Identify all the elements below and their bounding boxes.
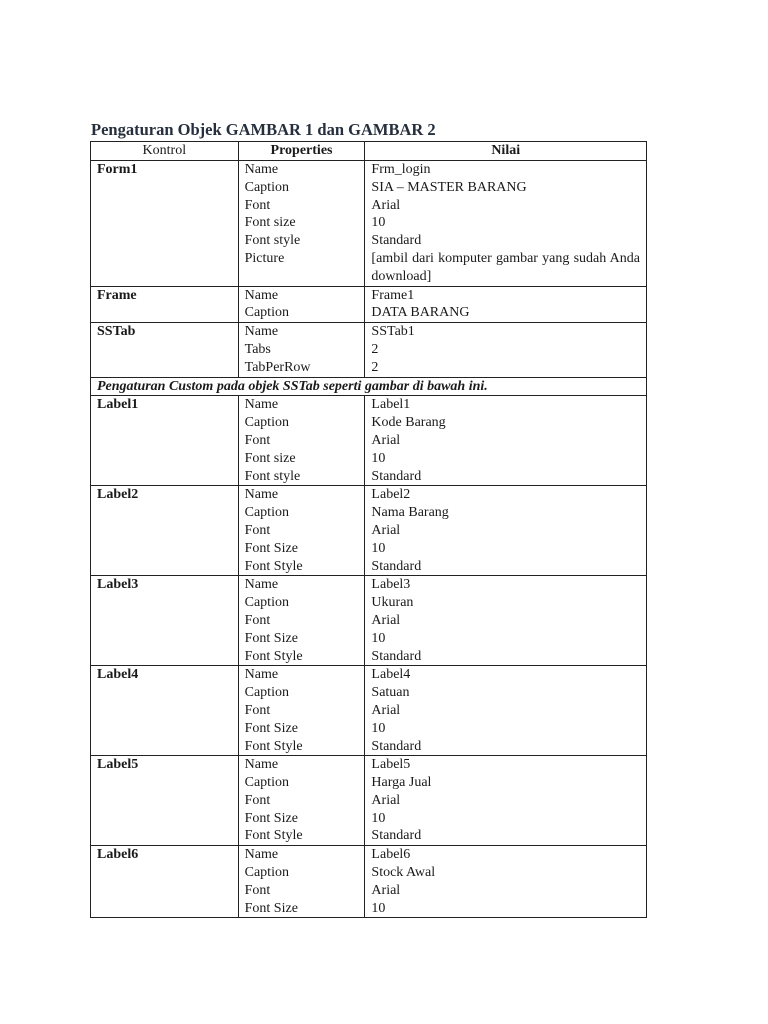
values-cell [365,396,647,486]
properties-cell [238,396,365,486]
property-value: Standard [371,558,422,574]
property-value: Standard [371,233,422,249]
control-name: SSTab [91,323,239,377]
control-name: Label3 [91,576,239,666]
properties-cell [238,576,365,666]
property-name: Font [244,882,271,898]
table-body [91,161,647,918]
control-name: Frame [91,286,239,323]
property-value: Ukuran [371,595,414,611]
control-name: Label5 [91,756,239,846]
page-title: Pengaturan Objek GAMBAR 1 dan GAMBAR 2 [91,120,436,139]
properties-cell [238,666,365,756]
table-row [91,161,647,287]
property-value: Standard [371,828,422,844]
property-value: Arial [371,432,401,448]
table-header-row [91,142,647,161]
property-value: Label3 [371,577,411,593]
control-name: Label1 [91,396,239,486]
property-value: Arial [371,197,401,213]
table-row [91,486,647,576]
table-row [91,323,647,377]
property-value: Label5 [371,757,411,773]
values-cell [365,286,647,323]
property-name: Font [244,702,271,718]
property-name: Font style [244,233,301,249]
header-kontrol: Kontrol [91,142,239,161]
table-row [91,286,647,323]
property-value: Standard [371,468,422,484]
property-name: Name [244,287,279,303]
property-name: Name [244,162,279,177]
property-name: Font Size [244,630,298,646]
property-name: Font style [244,468,301,484]
property-value: Harga Jual [371,775,432,791]
property-name: Name [244,667,279,683]
property-value: Arial [371,522,401,538]
property-value: 10 [371,630,386,646]
table-row [91,576,647,666]
property-name: Name [244,487,279,503]
property-name: Name [244,847,279,863]
property-value: Kode Barang [371,415,446,431]
property-name: Picture [244,250,285,266]
properties-cell [238,486,365,576]
property-value: SIA – MASTER BARANG [371,179,527,195]
values-cell [365,846,647,918]
properties-cell [238,161,365,287]
property-name: Font size [244,215,296,231]
property-value: Arial [371,702,401,718]
property-name: Caption [244,685,289,701]
properties-cell [238,846,365,918]
property-value: 10 [371,450,386,466]
property-name: Font [244,197,271,213]
property-name: Name [244,577,279,593]
property-name: Caption [244,179,289,195]
values-cell [365,576,647,666]
property-name: Font Size [244,810,298,826]
property-value: Label2 [371,487,411,503]
property-value: Satuan [371,685,410,701]
property-name: Caption [244,595,289,611]
control-name: Label4 [91,666,239,756]
property-name: Font [244,792,271,808]
property-name: Font Size [244,900,298,916]
property-name: Font Style [244,558,303,574]
property-value: 10 [371,720,386,736]
property-value: Frame1 [371,287,415,303]
property-value: 10 [371,810,386,826]
property-value: [ambil dari komputer gambar yang sudah Anda download] [371,250,640,284]
property-value: Nama Barang [371,505,449,521]
property-value: Label6 [371,847,411,863]
property-value: Arial [371,612,401,628]
property-name: Name [244,757,279,773]
property-value: 10 [371,900,386,916]
property-value: Arial [371,882,401,898]
property-name: Tabs [244,341,271,357]
property-value: 10 [371,540,386,556]
values-cell [365,486,647,576]
property-name: Name [244,324,279,340]
property-name: Font Style [244,738,303,754]
control-name: Form1 [91,161,239,287]
property-name: Caption [244,775,289,791]
property-value: Label4 [371,667,411,683]
property-value: 10 [371,215,386,231]
values-cell [365,666,647,756]
property-value: Label1 [371,397,411,413]
properties-cell [238,323,365,377]
control-name: Label2 [91,486,239,576]
property-value: Arial [371,792,401,808]
property-name: Font [244,612,271,628]
properties-cell [238,286,365,323]
property-name: Font Style [244,648,303,664]
property-name: Font size [244,450,296,466]
property-value: Stock Awal [371,865,436,881]
property-name: Font [244,432,271,448]
property-name: Font Size [244,720,298,736]
property-value: DATA BARANG [371,305,470,321]
property-value: 2 [371,341,379,357]
property-name: Caption [244,505,289,521]
table-row [91,666,647,756]
property-name: Font [244,522,271,538]
table-row [91,846,647,918]
values-cell [365,161,647,287]
property-name: Name [244,397,279,413]
note-row [91,377,647,396]
property-name: TabPerRow [244,359,311,375]
property-value: SSTab1 [371,324,415,340]
properties-table [90,141,647,918]
header-properties: Properties [238,142,365,161]
property-value: Standard [371,648,422,664]
property-value: 2 [371,359,379,375]
property-name: Font Size [244,540,298,556]
property-name: Caption [244,415,289,431]
property-value: Standard [371,738,422,754]
values-cell [365,323,647,377]
header-nilai: Nilai [365,142,647,161]
properties-cell [238,756,365,846]
table-row [91,756,647,846]
table-row [91,396,647,486]
property-name: Caption [244,305,289,321]
property-name: Caption [244,865,289,881]
property-value: Frm_login [371,162,431,177]
note-text: Pengaturan Custom pada objek SSTab seperti gambar di bawah ini. [91,377,647,396]
values-cell [365,756,647,846]
control-name: Label6 [91,846,239,918]
property-name: Font Style [244,828,303,844]
